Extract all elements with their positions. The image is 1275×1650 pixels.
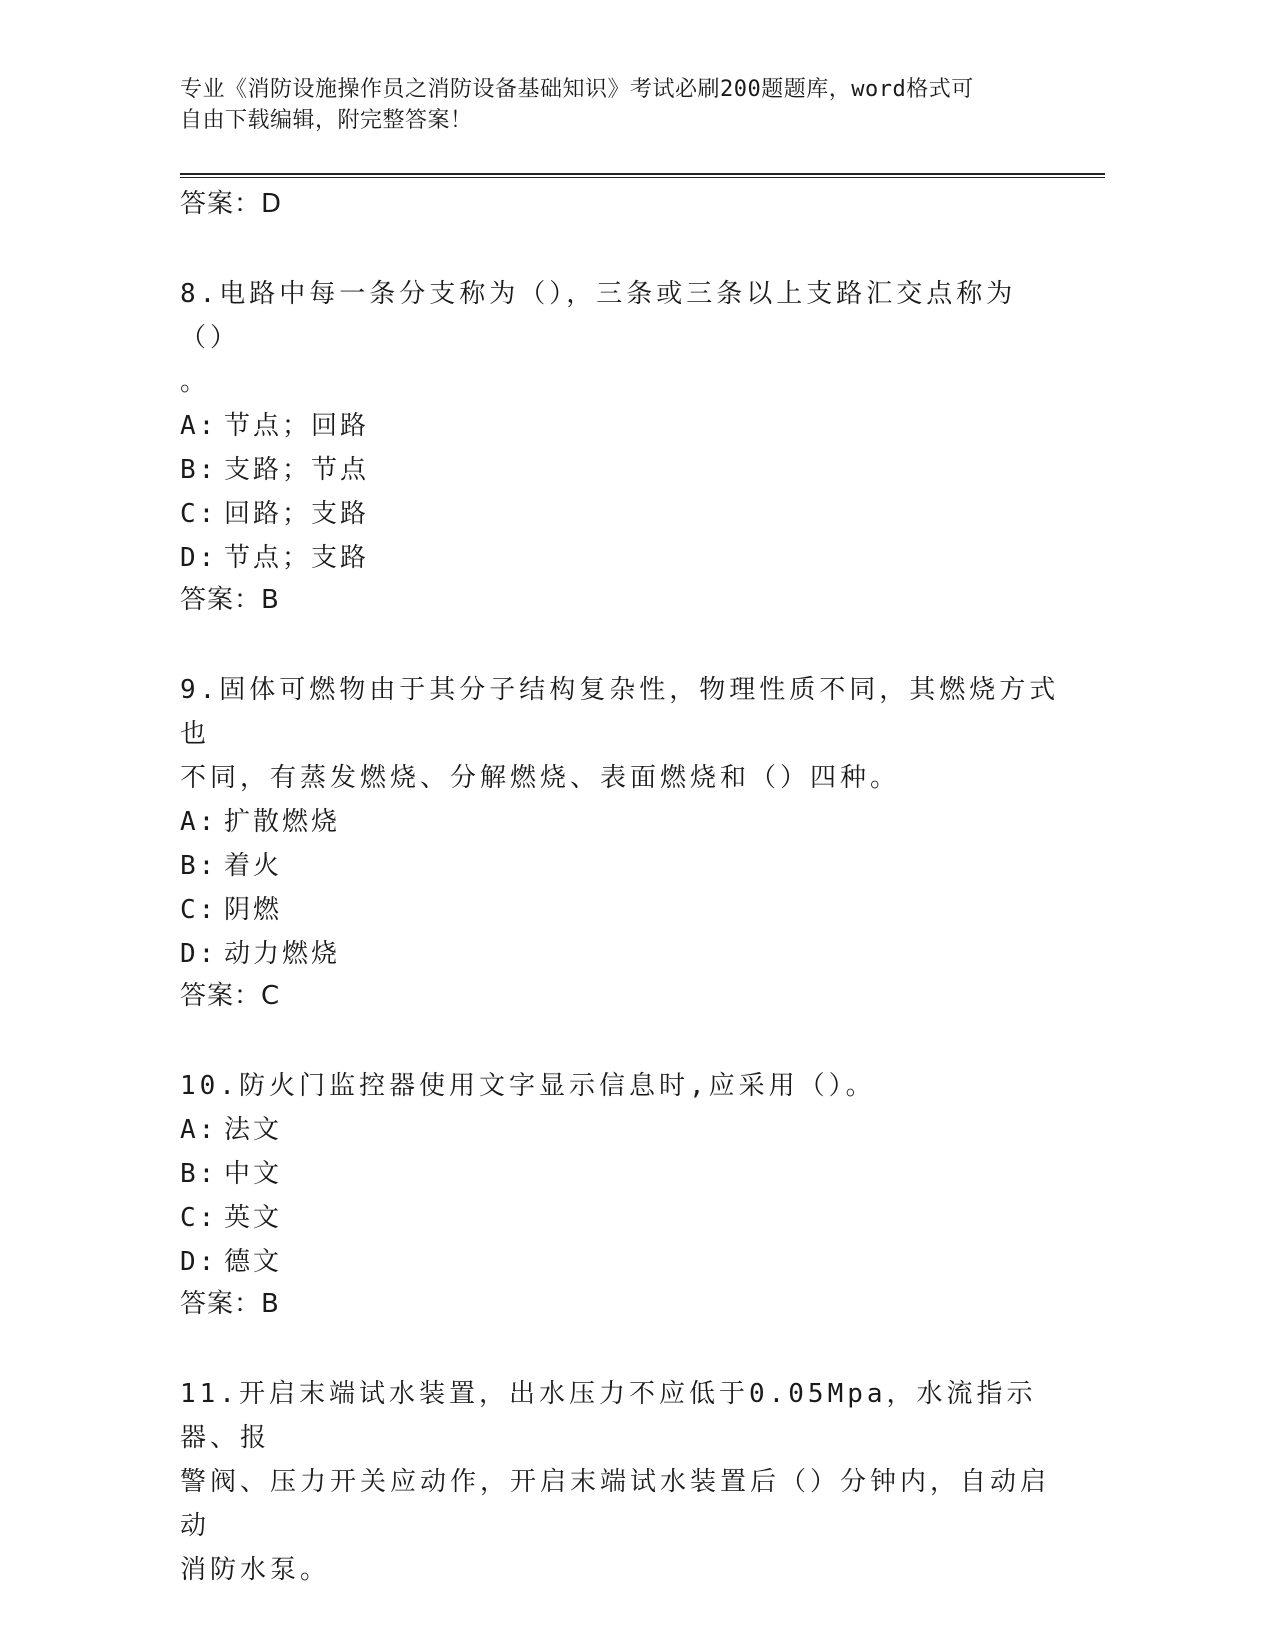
option-text: 英文 [224, 1203, 283, 1233]
spacer [180, 224, 1060, 272]
option-item [180, 404, 1060, 448]
option-text: 德文 [224, 1247, 283, 1277]
answer-line: 答案：B [180, 1289, 280, 1319]
option-text: 动力燃烧 [224, 939, 341, 969]
option-label: D: [180, 939, 218, 969]
spacer [180, 1324, 1060, 1372]
question-block [180, 1372, 1060, 1592]
option-text: 着火 [224, 851, 283, 881]
option-item [180, 448, 1060, 492]
option-text: 中文 [224, 1159, 283, 1189]
option-item [180, 888, 1060, 932]
option-label: B: [180, 851, 218, 881]
option-item [180, 536, 1060, 580]
question-text: 8.电路中每一条分支称为（），三条或三条以上支路汇交点称为（） [180, 279, 1017, 353]
option-item [180, 492, 1060, 536]
question-text: 9.固体可燃物由于其分子结构复杂性，物理性质不同，其燃烧方式也 [180, 675, 1060, 749]
header-divider-thin [180, 177, 1105, 178]
question-text: 消防水泵。 [180, 1555, 331, 1585]
option-item [180, 1108, 1060, 1152]
option-label: A: [180, 1115, 218, 1145]
header-line-1: 专业《消防设施操作员之消防设备基础知识》考试必刷200题题库，word格式可 [180, 77, 974, 102]
option-label: C: [180, 499, 218, 529]
question-text: 。 [180, 367, 211, 397]
option-text: 阴燃 [224, 895, 283, 925]
spacer [180, 1016, 1060, 1064]
option-label: B: [180, 455, 218, 485]
option-label: A: [180, 411, 218, 441]
answer-line: 答案：D [180, 189, 283, 219]
option-text: 支路；节点 [224, 455, 370, 485]
question-block [180, 668, 1060, 1064]
option-label: C: [180, 1203, 218, 1233]
option-item [180, 1196, 1060, 1240]
question-block [180, 272, 1060, 668]
spacer [180, 620, 1060, 668]
question-text: 警阀、压力开关应动作，开启末端试水装置后（）分钟内，自动启动 [180, 1467, 1051, 1541]
option-text: 节点；支路 [224, 543, 370, 573]
option-label: D: [180, 543, 218, 573]
option-text: 法文 [224, 1115, 283, 1145]
header-divider [180, 173, 1105, 175]
question-text: 不同，有蒸发燃烧、分解燃烧、表面燃烧和（）四种。 [180, 763, 901, 793]
question-block [180, 1064, 1060, 1372]
option-text: 节点；回路 [224, 411, 370, 441]
option-item [180, 800, 1060, 844]
question-text: 11.开启末端试水装置，出水压力不应低于0.05Mpa，水流指示器、报 [180, 1379, 1037, 1453]
question-list [180, 184, 1060, 1592]
option-item [180, 1240, 1060, 1284]
option-item [180, 844, 1060, 888]
answer-line: 答案：C [180, 981, 281, 1011]
header-line-2: 自由下载编辑，附完整答案！ [180, 108, 473, 133]
option-item [180, 932, 1060, 976]
option-item [180, 1152, 1060, 1196]
option-label: A: [180, 807, 218, 837]
option-label: B: [180, 1159, 218, 1189]
option-label: C: [180, 895, 218, 925]
option-label: D: [180, 1247, 218, 1277]
question-text: 10.防火门监控器使用文字显示信息时,应采用（）。 [180, 1071, 876, 1101]
answer-line: 答案：B [180, 585, 280, 615]
document-header [180, 74, 1060, 136]
option-text: 扩散燃烧 [224, 807, 341, 837]
option-text: 回路；支路 [224, 499, 370, 529]
